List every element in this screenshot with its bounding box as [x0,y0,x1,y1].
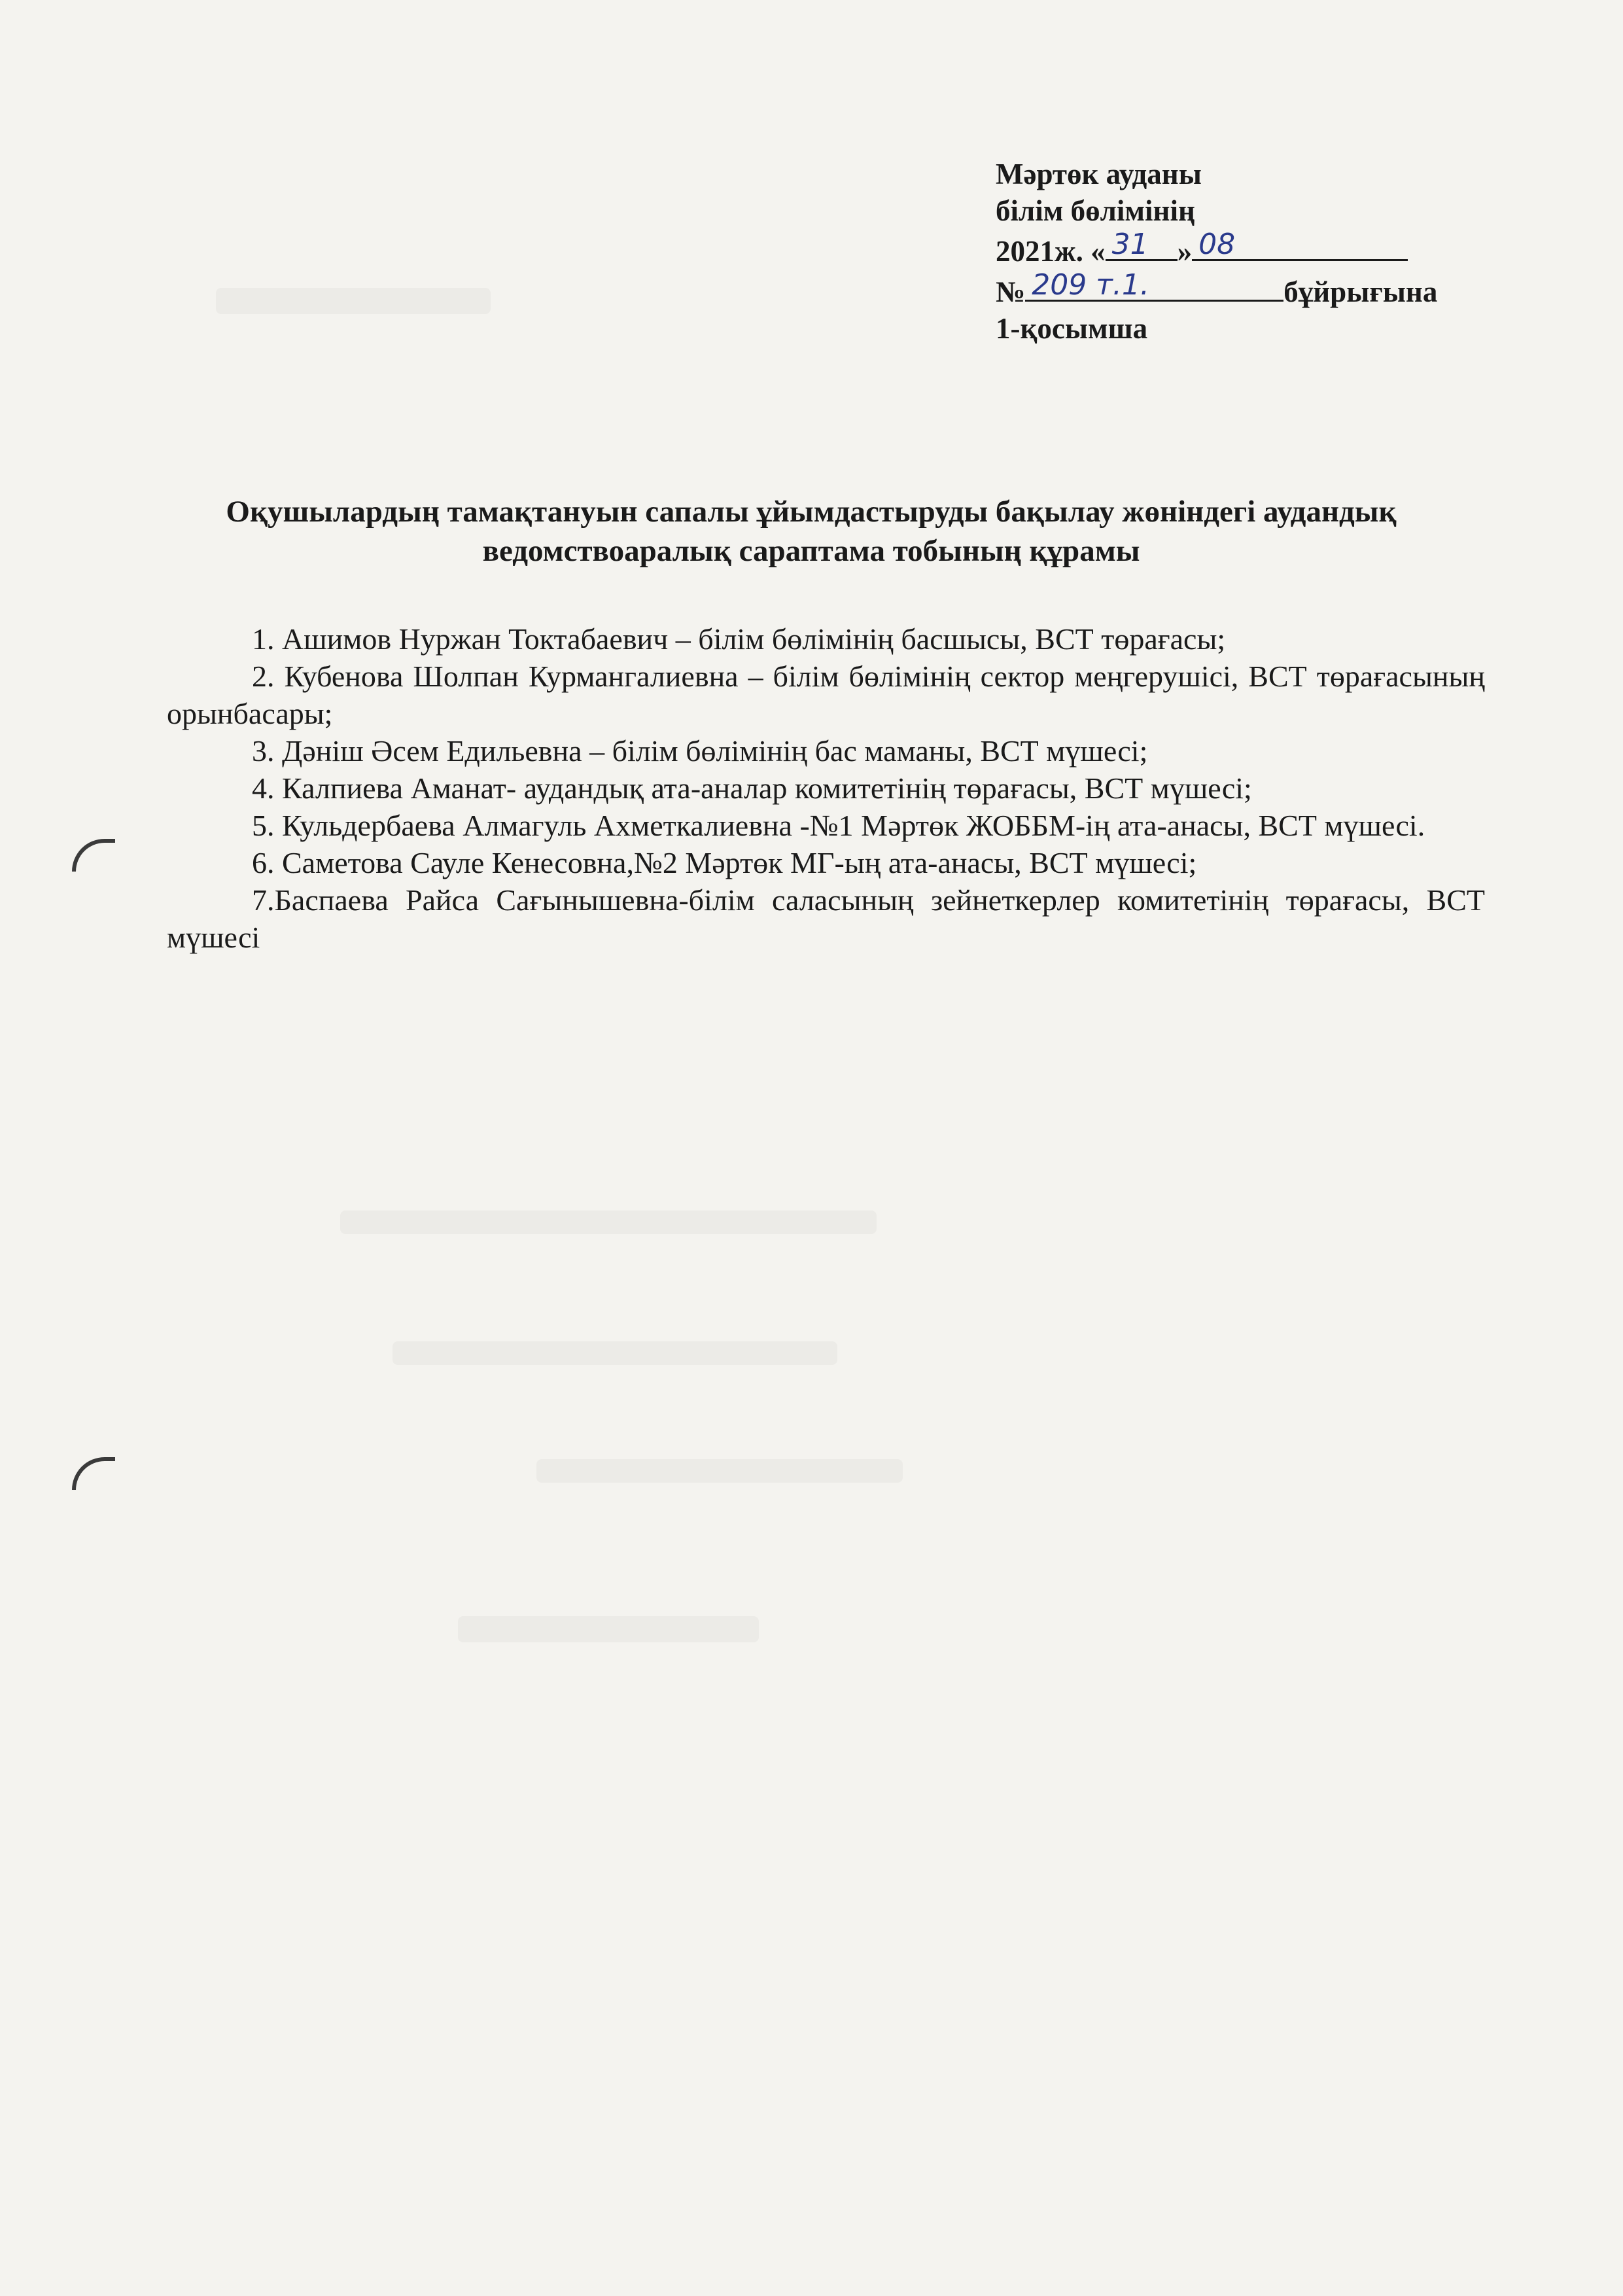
date-prefix: 2021ж. « [996,235,1106,268]
punch-hole-mark [72,839,115,872]
list-item: 4. Калпиева Аманат- аудандық ата-аналар комитетінің төрағасы, ВСТ мүшесі; [252,771,1252,805]
header-annex: 1-қосымша [996,312,1148,345]
scan-bleed-through [393,1341,837,1365]
date-month-blank [1192,229,1408,261]
scan-bleed-through [340,1210,877,1234]
order-annex-header [996,156,1506,347]
punch-hole-mark [72,1457,115,1490]
header-date [996,229,1506,270]
members-list [167,620,1485,956]
number-blank [1025,270,1283,302]
number-suffix: бұйрығына [1283,275,1438,308]
list-item: 1. Ашимов Нуржан Токтабаевич – білім бөлімінің басшысы, ВСТ төрағасы; [252,622,1226,656]
header-district: Мәртөк ауданы [996,158,1202,190]
number-prefix: № [996,275,1026,308]
number-handwritten: 209 т.1. [1032,268,1149,302]
list-item: 5. Кульдербаева Алмагуль Ахметкалиевна -№1 Мәртөк ЖОББМ-ің ата-анасы, ВСТ мүшесі. [252,809,1425,842]
list-item: 2. Кубенова Шолпан Курмангалиевна – білім бөлімінің сектор меңгерушісі, ВСТ төрағасының орынбасары; [167,660,1485,730]
list-item: 6. Саметова Сауле Кенесовна,№2 Мәртөк МГ-ың ата-анасы, ВСТ мүшесі; [252,846,1197,879]
date-mid: » [1177,235,1193,268]
scan-bleed-through [458,1616,759,1642]
date-day-blank [1106,229,1178,261]
header-department: білім бөлімінің [996,194,1195,227]
scan-bleed-through [216,288,491,314]
header-number [996,270,1506,310]
date-day-handwritten: 31 [1111,228,1149,261]
date-month-handwritten: 08 [1198,228,1236,261]
scan-bleed-through [536,1459,903,1483]
list-item: 7.Баспаева Райса Сағынышевна-білім саласының зейнеткерлер комитетінің төрағасы, ВСТ мүшесі [167,883,1485,954]
list-item: 3. Дәніш Әсем Едильевна – білім бөлімінің бас маманы, ВСТ мүшесі; [252,734,1148,768]
document-title: Оқушылардың тамақтануын сапалы ұйымдастыруды бақылау жөніндегі аудандық ведомствоаралық сараптама тобының құрамы [226,495,1397,568]
